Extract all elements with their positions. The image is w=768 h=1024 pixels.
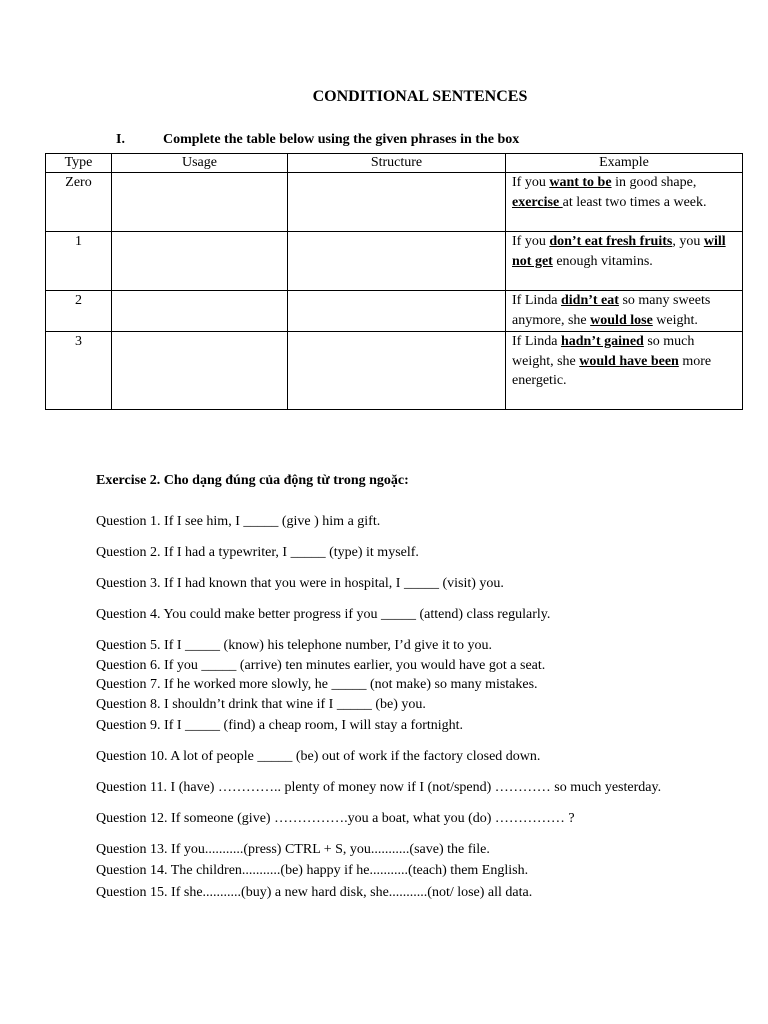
key-phrase: want to be: [549, 175, 612, 190]
example-cell: [506, 232, 743, 291]
table-row: [46, 232, 743, 291]
usage-cell: [112, 291, 288, 332]
example-text: If you: [512, 234, 550, 249]
structure-cell: [288, 173, 506, 232]
key-phrase: didn’t eat: [560, 293, 619, 308]
example-text: so much weight, she: [512, 334, 695, 369]
key-phrase: hadn’t gained: [560, 334, 644, 349]
structure-cell: [288, 291, 506, 332]
key-phrase: would have been: [579, 353, 679, 369]
table-row: [46, 173, 743, 232]
question-12: Question 12. If someone (give) …………….you a boat, what you (do) …………… ?: [96, 811, 575, 826]
type-cell: 1: [46, 232, 112, 291]
header-example: Example: [506, 154, 743, 173]
document-title: CONDITIONAL SENTENCES: [312, 88, 528, 105]
usage-cell: [112, 332, 288, 410]
structure-cell: [288, 332, 506, 410]
header-structure: Structure: [288, 154, 506, 173]
example-text: , you: [672, 234, 704, 249]
question-13: Question 13. If you...........(press) CTRL + S, you...........(save) the file.: [96, 842, 490, 857]
exercise-heading: Exercise 2. Cho dạng đúng của động từ trong ngoặc:: [96, 473, 409, 488]
section-number: I.: [116, 132, 125, 147]
example-text: If Linda: [512, 293, 561, 308]
question-3: Question 3. If I had known that you were in hospital, I _____ (visit) you.: [96, 576, 504, 591]
usage-cell: [112, 173, 288, 232]
example-text: enough vitamins.: [552, 253, 653, 269]
section-heading-text: Complete the table below using the given phrases in the box: [163, 132, 520, 147]
table-header-row: [46, 154, 743, 173]
header-usage: Usage: [112, 154, 288, 173]
question-5: Question 5. If I _____ (know) his telephone number, I’d give it to you.: [96, 638, 493, 653]
question-15: Question 15. If she...........(buy) a new hard disk, she...........(not/ lose) all data.: [96, 885, 533, 900]
question-8: Question 8. I shouldn’t drink that wine if I _____ (be) you.: [96, 697, 426, 712]
question-6: Question 6. If you _____ (arrive) ten minutes earlier, you would have got a seat.: [96, 658, 546, 673]
structure-cell: [288, 232, 506, 291]
key-phrase: will not get: [512, 234, 726, 269]
example-text: at least two times a week.: [562, 194, 707, 210]
table-row: [46, 291, 743, 332]
type-cell: 3: [46, 332, 112, 410]
example-cell: [506, 332, 743, 410]
question-11: Question 11. I (have) ………….. plenty of money now if I (not/spend) ………… so much yesterday.: [96, 780, 662, 795]
question-9: Question 9. If I _____ (find) a cheap room, I will stay a fortnight.: [96, 718, 464, 733]
table-row: [46, 332, 743, 410]
key-phrase: would lose: [590, 312, 653, 328]
example-text: more energetic.: [512, 353, 712, 388]
question-14: Question 14. The children...........(be) happy if he...........(teach) them English.: [96, 863, 529, 878]
section-heading: [116, 132, 519, 148]
example-text: weight.: [652, 312, 698, 328]
question-7: Question 7. If he worked more slowly, he _____ (not make) so many mistakes.: [96, 677, 538, 692]
example-text: in good shape,: [611, 175, 697, 190]
header-type: Type: [46, 154, 112, 173]
conditional-table: [45, 153, 743, 410]
question-2: Question 2. If I had a typewriter, I _____ (type) it myself.: [96, 545, 419, 560]
question-1: Question 1. If I see him, I _____ (give ) him a gift.: [96, 514, 381, 529]
example-text: If Linda: [512, 334, 561, 349]
usage-cell: [112, 232, 288, 291]
key-phrase: don’t eat fresh fruits: [549, 234, 673, 249]
type-cell: 2: [46, 291, 112, 332]
example-cell: [506, 173, 743, 232]
example-text: so many sweets anymore, she: [512, 293, 711, 328]
question-4: Question 4. You could make better progress if you _____ (attend) class regularly.: [96, 607, 551, 622]
key-phrase: exercise: [512, 194, 563, 210]
question-10: Question 10. A lot of people _____ (be) out of work if the factory closed down.: [96, 749, 541, 764]
example-cell: [506, 291, 743, 332]
type-cell: Zero: [46, 173, 112, 232]
example-text: If you: [512, 175, 550, 190]
